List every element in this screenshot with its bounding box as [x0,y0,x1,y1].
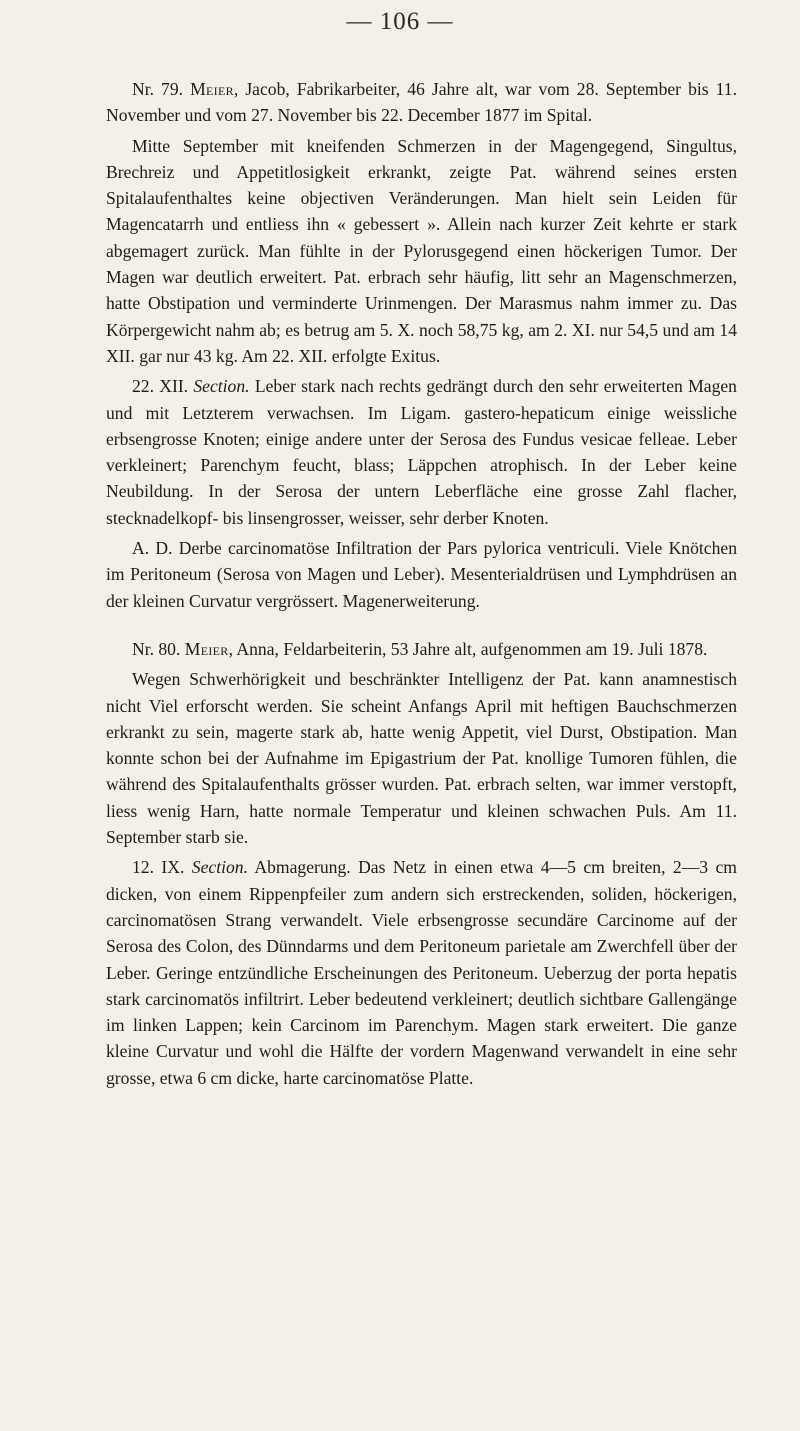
case-number: Nr. 79. [132,79,191,99]
page-number: — 106 — [346,8,454,35]
section-label: Section. [191,857,248,878]
body-text [106,76,737,1091]
case-79-diagnosis: A. D. Derbe carcinomatöse Infiltration der Pars pylorica ventriculi. Viele Knötchen im Peritoneum (Serosa von Magen und Leber). Mesenterialdrüsen und Lymphdrüsen an der kleinen Curvatur vergrössert. Magenerweiterung. [106,538,737,611]
patient-surname: Meier [190,79,234,99]
case-80-section [106,854,737,1091]
case-79-history: Mitte September mit kneifenden Schmerzen in der Magengegend, Singultus, Brechreiz und Appetitlosigkeit erkrankt, zeigte Pat. während seines ersten Spitalaufenthaltes keine objectiven Veränderungen. Man hielt sein Leiden für Magencatarrh und entliess ihn « gebessert ». Allein nach kurzer Zeit kehrte er stark abgemagert zurück. Man fühlte in der Pylorusgegend einen höckerigen Tumor. Der Magen war deutlich erweitert. Pat. erbrach sehr häufig, litt sehr an Magenschmerzen, hatte Obstipation und verminderte Urinmengen. Der Marasmus nahm immer zu. Das Körpergewicht nahm ab; es betrug am 5. X. noch 58,75 kg, am 2. XI. nur 54,5 und am 14 XII. gar nur 43 kg. Am 22. XII. erfolgte Exitus. [106,135,737,366]
patient-surname: Meier [184,638,229,659]
section-date: 12. IX. [132,857,192,878]
section-date: 22. XII. [132,376,194,397]
section-findings: Leber stark nach rechts gedrängt durch den sehr erweiterten Magen und mit Letzterem verwachsen. Im Ligam. gastero-hepaticum einige weissliche erbsengrosse Knoten; einige andere unter der Serosa des Fundus vesicae felleae. Leber verkleinert; Parenchym feucht, blass; Läppchen atrophisch. In der Leber keine Neubildung. In der Serosa der untern Leberfläche eine grosse Zahl flacher, stecknadelkopf- bis linsengrosser, weisser, sehr derber Knoten. [106,376,737,528]
section-findings: Abmagerung. Das Netz in einen etwa 4—5 cm breiten, 2—3 cm dicken, von einem Rippenpfeiler zum andern sich erstreckenden, soliden, höckerigen, carcinomatösen Strang verwandelt. Viele erbsengrosse secundäre Carcinome auf der Serosa des Colon, des Dünndarms und dem Peritoneum parietale am Zwerchfell über der Leber. Geringe entzündliche Erscheinungen des Peritoneum. Ueberzug der porta hepatis stark carcinomatös infiltrirt. Leber bedeutend verkleinert; deutlich sichtbare Gallengänge im linken Lappen; kein Carcinom im Parenchym. Magen stark erweitert. Die ganze kleine Curvatur und wohl die Hälfte der vordern Magenwand verwandelt in eine sehr grosse, etwa 6 cm dicke, harte carcinomatöse Platte. [106,857,737,1088]
case-80-header [106,636,737,662]
case-details: , Anna, Feldarbeiterin, 53 Jahre alt, aufgenommen am 19. Juli 1878. [228,638,708,659]
case-80-history: Wegen Schwerhörigkeit und beschränkter Intelligenz der Pat. kann anamnestisch nicht Viel erforscht werden. Sie scheint Anfangs April mit heftigen Bauchschmerzen erkrankt zu sein, magerte stark ab, hatte wenig Appetit, viel Durst, Obstipation. Man konnte schon bei der Aufnahme im Epigastrium der Pat. knollige Tumoren fühlen, die während des Spitalaufenthalts grösser wurden. Pat. erbrach selten, war immer verstopft, liess wenig Harn, hatte normale Temperatur und kleinen schwachen Puls. Am 11. September starb sie. [106,669,737,848]
case-79-header [106,76,737,129]
case-79-section [106,373,737,531]
case-number: Nr. 80. [132,638,185,659]
case-details: , Jacob, Fabrikarbeiter, 46 Jahre alt, war vom 28. September bis 11. November und vom 27. November bis 22. December 1877 im Spital. [106,79,737,126]
section-label: Section. [193,376,250,397]
